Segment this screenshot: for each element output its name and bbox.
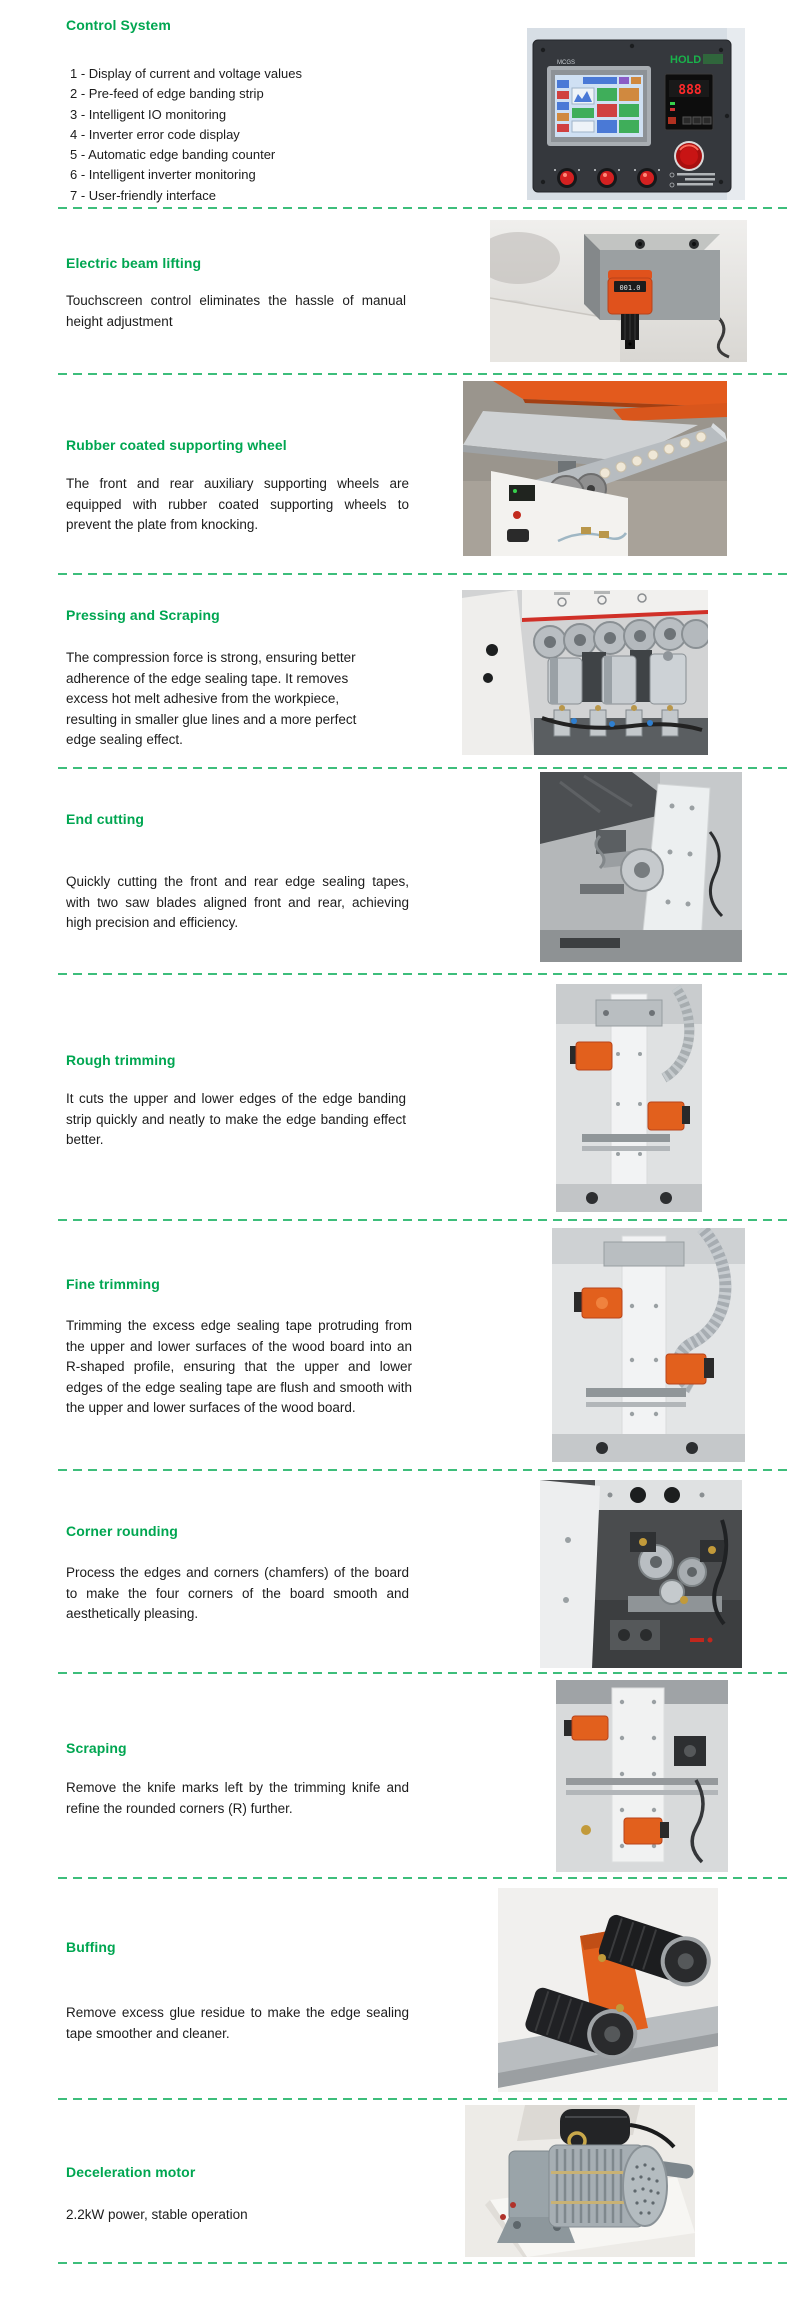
control-panel-photo [527, 28, 745, 200]
scraping-photo [556, 1680, 728, 1872]
section-body: Trimming the excess edge sealing tape protruding from the upper and lower surfaces of the wood board into an R-shaped profile, ensuring that the upper and lower edges of the edge sealing tape are flush and smooth with the upper and lower surfaces of the wood board. [66, 1318, 412, 1416]
section-body: Process the edges and corners (chamfers) of the board to make the four corners of the board smooth and aesthetically pleasing. [66, 1565, 409, 1622]
section-heading: Scraping [66, 1740, 127, 1756]
section-heading: Rough trimming [66, 1052, 176, 1068]
section-separator [58, 1877, 792, 1879]
section-heading: Control System [66, 17, 171, 33]
section-body: Remove the knife marks left by the trimming knife and refine the rounded corners (R) further. [66, 1780, 409, 1816]
feature-list-item: 3 - Intelligent IO monitoring [70, 106, 227, 122]
section-body: The compression force is strong, ensuring better adherence of the edge sealing tape. It removes excess hot melt adhesive from the workpiece, resulting in smaller glue lines and a more perfect edge sealing effect. [66, 650, 357, 748]
section-separator [58, 767, 792, 769]
feature-list [70, 64, 302, 206]
section-heading: Pressing and Scraping [66, 607, 220, 623]
section-separator [58, 2098, 792, 2100]
section-separator [58, 373, 792, 375]
rough-trimming-photo [556, 984, 702, 1212]
section-body: Quickly cutting the front and rear edge sealing tapes, with two saw blades aligned front and rear, achieving high precision and efficiency. [66, 874, 409, 931]
section-separator [58, 573, 792, 575]
section-heading: Buffing [66, 1939, 116, 1955]
end-cutting-photo [540, 772, 742, 962]
feature-list-item: 2 - Pre-feed of edge banding strip [70, 86, 264, 102]
screen-brand-label: MCGS [557, 60, 575, 66]
section-body: Remove excess glue residue to make the edge sealing tape smoother and cleaner. [66, 2005, 409, 2041]
section-body: Touchscreen control eliminates the hassle of manual height adjustment [66, 293, 406, 329]
section-heading: Fine trimming [66, 1276, 160, 1292]
electric-beam-lifting-photo [490, 220, 747, 362]
section-separator [58, 1469, 792, 1471]
section-separator [58, 207, 792, 209]
section-separator [58, 1672, 792, 1674]
section-separator [58, 973, 792, 975]
corner-rounding-photo [540, 1480, 742, 1668]
feature-list-item: 5 - Automatic edge banding counter [70, 147, 276, 163]
feature-list-item: 1 - Display of current and voltage values [70, 66, 302, 81]
section-body: 2.2kW power, stable operation [66, 2207, 248, 2222]
deceleration-motor-photo [465, 2105, 695, 2257]
feature-list-item: 4 - Inverter error code display [70, 126, 240, 142]
section-heading: Deceleration motor [66, 2164, 196, 2180]
section-body: It cuts the upper and lower edges of the edge banding strip quickly and neatly to make the edge banding effect better. [66, 1091, 406, 1148]
feature-list-item: 7 - User-friendly interface [70, 187, 216, 203]
section-body: The front and rear auxiliary supporting wheels are equipped with rubber coated supporting wheels to prevent the plate from knocking. [66, 476, 409, 533]
section-heading: End cutting [66, 811, 145, 827]
fine-trimming-photo [552, 1228, 745, 1462]
section-separator [58, 2262, 792, 2264]
section-heading: Rubber coated supporting wheel [66, 437, 287, 453]
pressing-and-scraping-photo [462, 590, 708, 755]
section-heading: Electric beam lifting [66, 255, 202, 271]
section-heading: Corner rounding [66, 1523, 178, 1539]
temperature-display: 888 [678, 83, 702, 98]
rubber-coated-supporting-wheel-photo [463, 381, 727, 556]
feature-list-item: 6 - Intelligent inverter monitoring [70, 167, 256, 183]
buffing-photo [498, 1888, 718, 2092]
svg-text:001.0: 001.0 [619, 284, 641, 292]
section-separator [58, 1219, 792, 1221]
brand-logo: HOLD [670, 54, 702, 66]
